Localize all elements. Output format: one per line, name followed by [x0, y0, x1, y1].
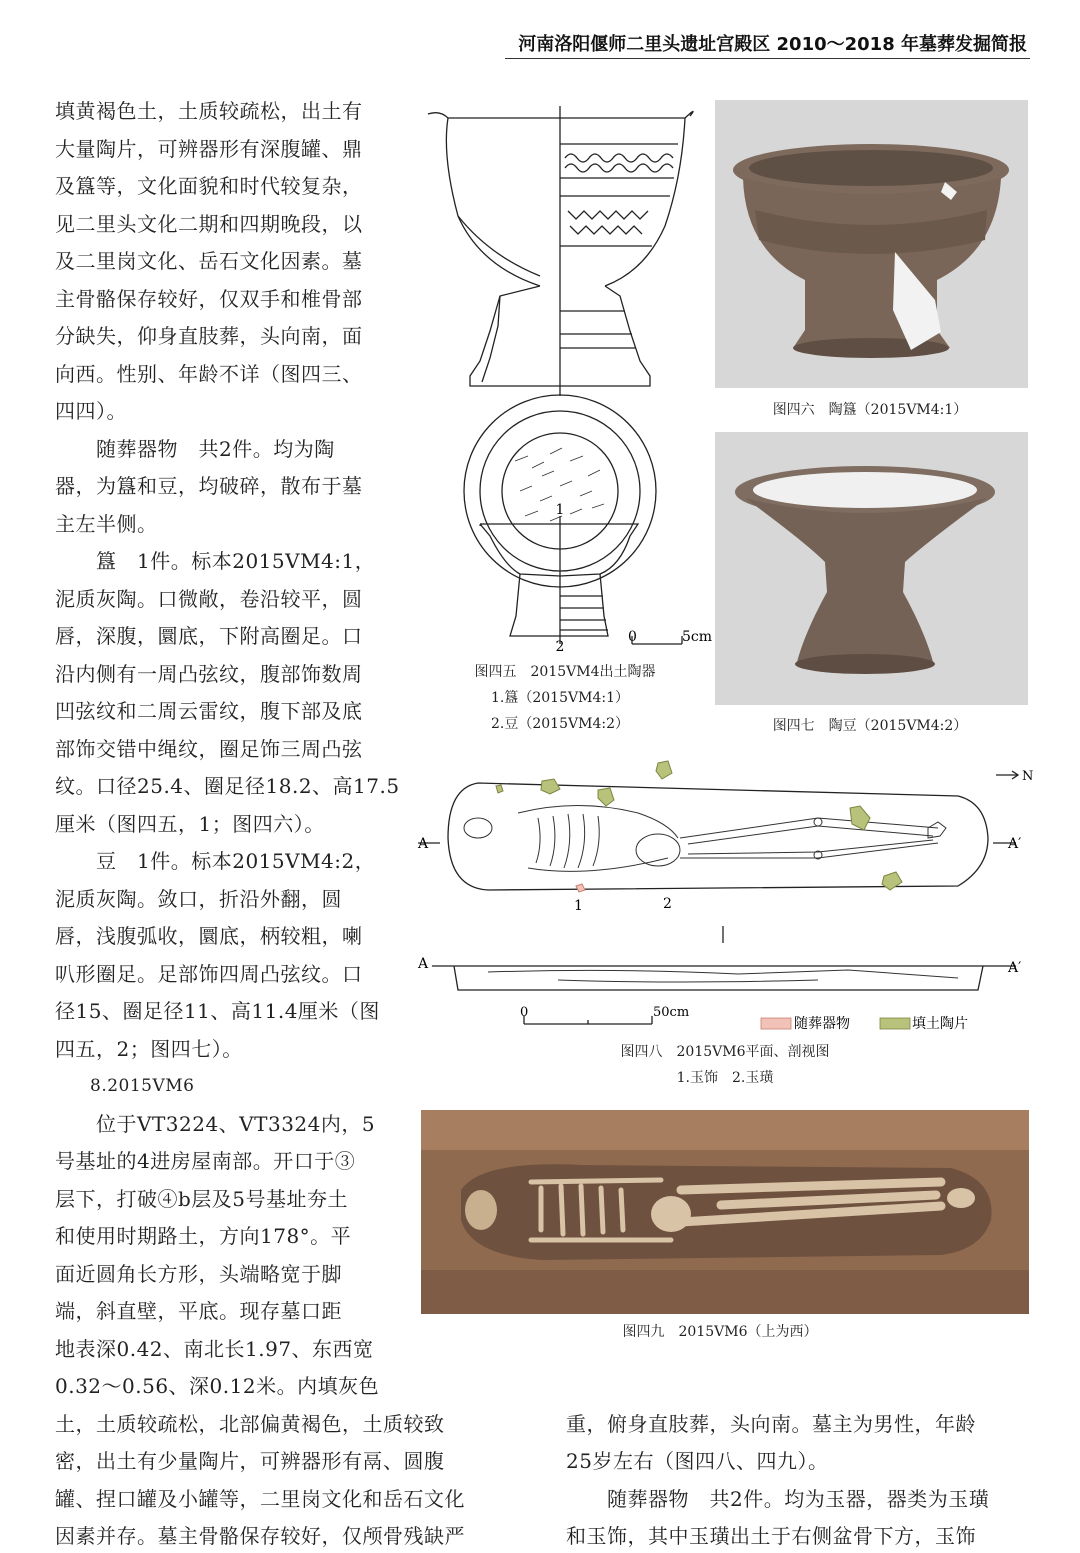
text-line: 厘米（图四五，1；图四六）。 — [55, 812, 325, 836]
figure-45-drawing — [420, 96, 713, 656]
text-line: 面近圆角长方形，头端略宽于脚 — [55, 1262, 342, 1286]
text-line: 因素并存。墓主骨骼保存较好，仅颅骨残缺严 — [55, 1524, 465, 1548]
figure-46-photo — [715, 100, 1028, 388]
text-line: 土，土质较疏松，北部偏黄褐色，土质较致 — [55, 1412, 445, 1436]
text-line: 随葬器物 共2件。均为陶 — [55, 437, 335, 461]
text-line: 唇，浅腹弧收，圜底，柄较粗，喇 — [55, 924, 363, 948]
fig48-section-a-section: A — [418, 956, 429, 972]
figure-48-drawing — [418, 758, 1036, 1040]
fig45-caption-item1: 1.簋（2015ⅤM4:1） — [491, 690, 629, 706]
fig48-caption-items: 1.玉饰 2.玉璜 — [676, 1070, 774, 1086]
text-line: 泥质灰陶。敛口，折沿外翻，圆 — [55, 887, 342, 911]
text-line: 和玉饰，其中玉璜出土于右侧盆骨下方，玉饰 — [566, 1524, 976, 1548]
text-line: 位于ⅤT3224、ⅤT3324内，5 — [55, 1112, 376, 1136]
text-line: 及二里岗文化、岳石文化因素。墓 — [55, 249, 363, 273]
text-line: 随葬器物 共2件。均为玉器，器类为玉璜 — [566, 1487, 990, 1511]
text-line: 四五，2；图四七）。 — [55, 1037, 243, 1061]
fig49-caption: 图四九 2015ⅤM6（上为西） — [622, 1324, 818, 1340]
fig48-scale-end: 50cm — [653, 1005, 690, 1020]
text-line: 豆 1件。标本2015ⅤM4:2， — [55, 849, 376, 873]
fig45-caption-title: 图四五 2015ⅤM4出土陶器 — [474, 664, 656, 680]
text-line: 主左半侧。 — [55, 512, 158, 536]
fig45-scale-end: 5cm — [682, 629, 713, 645]
text-line: 25岁左右（图四八、四九）。 — [566, 1449, 829, 1473]
fig48-legend-grave-goods: 随葬器物 — [794, 1016, 850, 1032]
fig48-item1-label: 1 — [574, 898, 583, 914]
fig48-section-a-prime-plan: A′ — [1008, 836, 1022, 852]
text-line: 0.32～0.56、深0.12米。内填灰色 — [55, 1374, 380, 1398]
text-line: 罐、捏口罐及小罐等，二里岗文化和岳石文化 — [55, 1487, 465, 1511]
text-line: 主骨骼保存较好，仅双手和椎骨部 — [55, 287, 363, 311]
text-line: 泥质灰陶。口微敞，卷沿较平，圆 — [55, 587, 363, 611]
text-line: 密，出土有少量陶片，可辨器形有鬲、圆腹 — [55, 1449, 445, 1473]
text-line: 沿内侧有一周凸弦纹，腹部饰数周 — [55, 662, 363, 686]
header-rule — [505, 58, 1030, 59]
figure-49-photo — [421, 1110, 1029, 1314]
text-line: 见二里头文化二期和四期晚段，以 — [55, 212, 363, 236]
fig48-section-a-plan: A — [418, 836, 429, 852]
text-line: 唇，深腹，圜底，下附高圈足。口 — [55, 624, 363, 648]
figure-47-photo — [715, 432, 1028, 705]
fig48-north-label: N — [1022, 769, 1034, 784]
text-line: 号基址的4进房屋南部。开口于③ — [55, 1149, 356, 1173]
text-line: 和使用时期路土，方向178°。平 — [55, 1224, 352, 1248]
text-line: 器，为簋和豆，均破碎，散布于墓 — [55, 474, 363, 498]
text-line: 叭形圈足。足部饰四周凸弦纹。口 — [55, 962, 363, 986]
text-line: 大量陶片，可辨器形有深腹罐、鼎 — [55, 137, 363, 161]
fig47-caption: 图四七 陶豆（2015ⅤM4:2） — [772, 718, 968, 734]
text-line: 纹。口径25.4、圈足径18.2、高17.5 — [55, 774, 400, 798]
text-line: 重，俯身直肢葬，头向南。墓主为男性，年龄 — [566, 1412, 976, 1436]
fig48-item2-label: 2 — [663, 896, 672, 912]
fig48-section-a-prime-section: A′ — [1008, 960, 1022, 976]
fig48-legend-fill-sherds: 填土陶片 — [912, 1016, 968, 1032]
text-line: 分缺失，仰身直肢葬，头向南，面 — [55, 324, 363, 348]
text-line: 径15、圈足径11、高11.4厘米（图 — [55, 999, 380, 1023]
fig45-scale-start: 0 — [628, 629, 637, 645]
text-line: 填黄褐色土，土质较疏松，出土有 — [55, 99, 363, 123]
fig48-caption-title: 图四八 2015ⅤM6平面、剖视图 — [620, 1044, 830, 1060]
text-line: 及簋等，文化面貌和时代较复杂， — [55, 174, 363, 198]
text-line: 部饰交错中绳纹，圈足饰三周凸弦 — [55, 737, 363, 761]
text-line: 层下，打破④b层及5号基址夯土 — [55, 1187, 349, 1211]
fig45-label-1: 1 — [555, 502, 565, 518]
fig46-caption: 图四六 陶簋（2015ⅤM4:1） — [772, 402, 968, 418]
section-heading: 8.2015ⅤM6 — [55, 1076, 195, 1096]
fig45-label-2: 2 — [555, 639, 565, 655]
text-line: 端，斜直壁，平底。现存墓口距 — [55, 1299, 342, 1323]
text-line: 地表深0.42、南北长1.97、东西宽 — [55, 1337, 374, 1361]
fig48-scale-start: 0 — [520, 1005, 529, 1020]
text-line: 簋 1件。标本2015ⅤM4:1， — [55, 549, 376, 573]
fig45-caption-item2: 2.豆（2015ⅤM4:2） — [491, 716, 629, 732]
text-line: 凹弦纹和二周云雷纹，腹下部及底 — [55, 699, 363, 723]
text-line: 向西。性别、年龄不详（图四三、 — [55, 362, 363, 386]
running-header: 河南洛阳偃师二里头遗址宫殿区 2010～2018 年墓葬发掘简报 — [518, 34, 1027, 55]
text-line: 四四）。 — [55, 399, 127, 423]
